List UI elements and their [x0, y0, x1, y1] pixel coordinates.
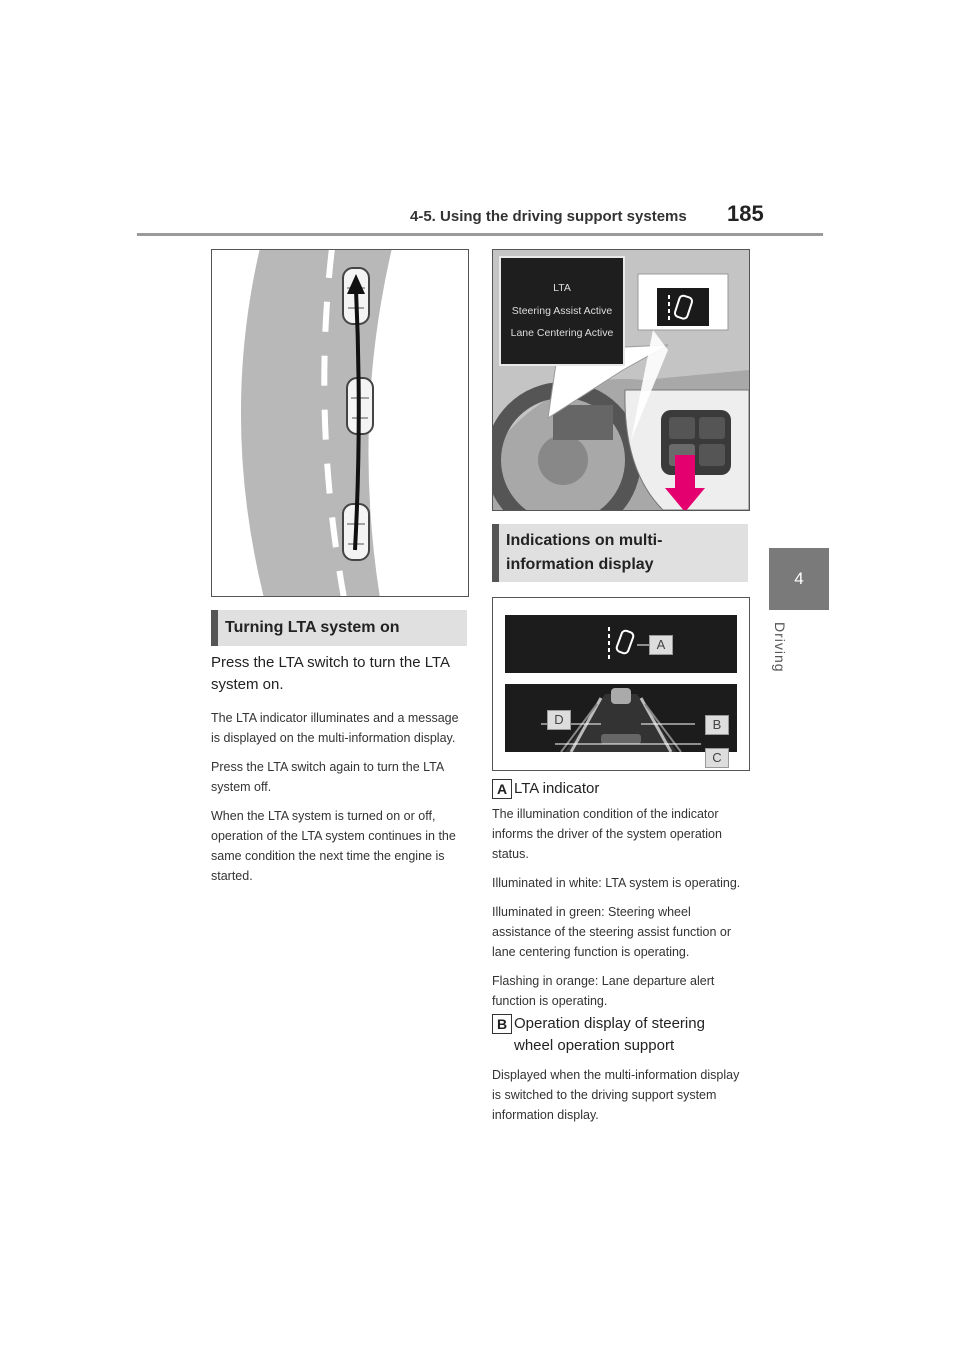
callout-c: C — [705, 748, 729, 768]
section-title: Indications on multi-information display — [506, 532, 663, 573]
dashboard-lta-switch-illustration — [492, 249, 750, 511]
body-paragraph: Illuminated in green: Steering wheel assistance of the steering assist function or lane centering function is operating. — [492, 905, 732, 959]
heading-accent-bar — [492, 524, 499, 582]
section-heading-turning-lta-on — [211, 610, 467, 648]
lta-message-line-1: LTA — [553, 282, 571, 294]
item-a-block — [492, 778, 750, 1020]
page-number: 185 — [727, 201, 764, 226]
section-header-title: 4-5. Using the driving support systems — [410, 208, 687, 225]
chapter-label: Driving — [772, 622, 788, 673]
lta-message-panel — [499, 256, 625, 366]
callout-d: D — [547, 710, 571, 730]
lta-message-line-3: Lane Centering Active — [510, 327, 614, 339]
item-b-block — [492, 1013, 750, 1134]
lta-message-line-2: Steering Assist Active — [511, 305, 613, 317]
lead-text: Press the LTA switch to turn the LTA system on. — [211, 654, 450, 693]
body-paragraph: Press the LTA switch again to turn the LTA system off. — [211, 760, 444, 794]
heading-accent-bar — [211, 610, 218, 646]
body-paragraph: The illumination condition of the indicator informs the driver of the system operation status. — [492, 807, 722, 861]
multi-information-display-illustration — [492, 597, 750, 771]
item-title: Operation display of steering wheel operation support — [514, 1015, 705, 1054]
item-title: LTA indicator — [514, 780, 600, 797]
item-badge-a: A — [492, 779, 512, 799]
chapter-tab: 4 — [769, 548, 829, 610]
section-title: Turning LTA system on — [225, 619, 400, 636]
body-paragraph: Illuminated in white: LTA system is operating. — [492, 876, 741, 890]
mid-steering-support-panel — [505, 684, 737, 752]
body-paragraph: When the LTA system is turned on or off, operation of the LTA system continues in the same condition the next time the engine is started. — [211, 809, 456, 883]
callout-b: B — [705, 715, 729, 735]
turning-lta-body — [211, 652, 467, 895]
item-badge-b: B — [492, 1014, 512, 1034]
body-paragraph: Displayed when the multi-information display is switched to the driving support system information display. — [492, 1068, 740, 1122]
body-paragraph: Flashing in orange: Lane departure alert function is operating. — [492, 974, 715, 1008]
mid-indicator-panel — [505, 615, 737, 673]
callout-a: A — [649, 635, 673, 655]
section-heading-indications — [492, 524, 748, 584]
body-paragraph: The LTA indicator illuminates and a message is displayed on the multi-information display. — [211, 711, 459, 745]
header-rule — [137, 233, 823, 236]
road-lane-illustration — [211, 249, 469, 597]
